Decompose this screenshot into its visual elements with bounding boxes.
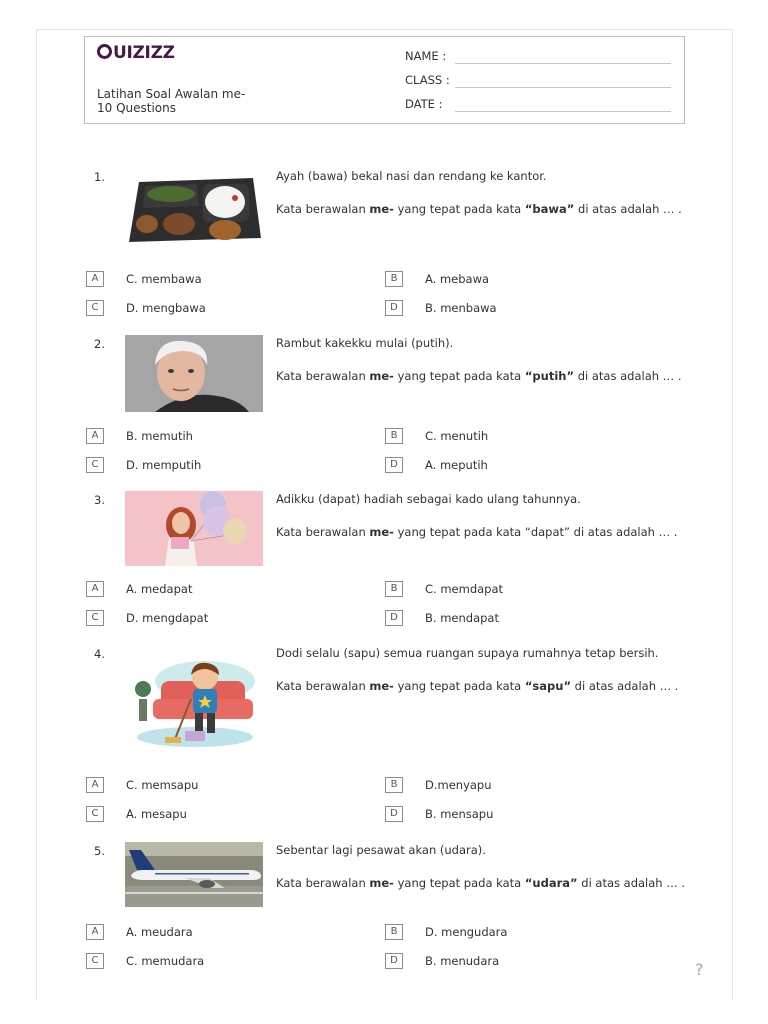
question-text bbox=[276, 335, 686, 401]
question-sentence: Rambut kakekku mulai (putih). bbox=[276, 336, 454, 350]
question-sentence: Adikku (dapat) hadiah sebagai kado ulang tahunnya. bbox=[276, 492, 581, 506]
option-text: C. membawa bbox=[126, 272, 202, 286]
question-text bbox=[276, 645, 686, 711]
option-letter-box: A bbox=[86, 777, 104, 793]
lunch-tray-image bbox=[125, 172, 263, 252]
question-text bbox=[276, 842, 686, 908]
class-label: CLASS : bbox=[405, 73, 450, 87]
question-prompt: Kata berawalan me- yang tepat pada kata “bawa” di atas adalah … . bbox=[276, 202, 682, 216]
option-text: C. memsapu bbox=[126, 778, 199, 792]
class-line[interactable] bbox=[455, 87, 671, 88]
option-text: C. memdapat bbox=[425, 582, 504, 596]
option-text: B. menbawa bbox=[425, 301, 497, 315]
question-prompt: Kata berawalan me- yang tepat pada kata “dapat” di atas adalah … . bbox=[276, 525, 678, 539]
airplane-image bbox=[125, 842, 263, 907]
option-text: D. mengbawa bbox=[126, 301, 206, 315]
option-text: C. menutih bbox=[425, 429, 489, 443]
question-count: 10 Questions bbox=[97, 101, 177, 115]
logo-q-mark bbox=[97, 44, 112, 59]
option-text: A. meputih bbox=[425, 458, 488, 472]
question-number: 1. bbox=[94, 170, 105, 184]
grandfather-image bbox=[125, 335, 263, 412]
option-text: B. mensapu bbox=[425, 807, 494, 821]
option-text: D. memputih bbox=[126, 458, 202, 472]
option-letter-box: C bbox=[86, 806, 104, 822]
option-text: B. memutih bbox=[126, 429, 193, 443]
option-text: D. mengudara bbox=[425, 925, 508, 939]
question-number: 2. bbox=[94, 337, 105, 351]
option-text: C. memudara bbox=[126, 954, 205, 968]
option-letter-box: D bbox=[385, 953, 403, 969]
option-letter-box: D bbox=[385, 300, 403, 316]
option-text: D.menyapu bbox=[425, 778, 492, 792]
option-text: D. mengdapat bbox=[126, 611, 209, 625]
option-letter-box: A bbox=[86, 924, 104, 940]
question-prompt: Kata berawalan me- yang tepat pada kata “putih” di atas adalah … . bbox=[276, 369, 682, 383]
option-letter-box: B bbox=[385, 428, 403, 444]
name-line[interactable] bbox=[455, 63, 671, 64]
quiz-title: Latihan Soal Awalan me- bbox=[97, 87, 246, 101]
question-sentence: Ayah (bawa) bekal nasi dan rendang ke kantor. bbox=[276, 169, 547, 183]
option-letter-box: B bbox=[385, 581, 403, 597]
question-text bbox=[276, 168, 686, 234]
question-number: 5. bbox=[94, 844, 105, 858]
option-letter-box: B bbox=[385, 777, 403, 793]
question-mark-icon[interactable]: ? bbox=[695, 960, 704, 979]
option-text: A. meudara bbox=[126, 925, 193, 939]
girl-with-balloons-image bbox=[125, 491, 263, 566]
question-prompt: Kata berawalan me- yang tepat pada kata “sapu” di atas adalah … . bbox=[276, 679, 679, 693]
worksheet-title bbox=[97, 87, 245, 115]
option-text: A. mebawa bbox=[425, 272, 490, 286]
option-letter-box: D bbox=[385, 457, 403, 473]
question-text bbox=[276, 491, 686, 557]
option-letter-box: C bbox=[86, 610, 104, 626]
option-letter-box: C bbox=[86, 953, 104, 969]
option-letter-box: A bbox=[86, 581, 104, 597]
option-letter-box: C bbox=[86, 457, 104, 473]
option-letter-box: B bbox=[385, 271, 403, 287]
question-sentence: Sebentar lagi pesawat akan (udara). bbox=[276, 843, 486, 857]
option-letter-box: B bbox=[385, 924, 403, 940]
name-label: NAME : bbox=[405, 49, 447, 63]
question-number: 4. bbox=[94, 647, 105, 661]
date-label: DATE : bbox=[405, 97, 443, 111]
option-text: A. medapat bbox=[126, 582, 193, 596]
option-text: B. menudara bbox=[425, 954, 500, 968]
quizizz-logo: UIZIZZ bbox=[97, 43, 175, 63]
option-letter-box: A bbox=[86, 271, 104, 287]
option-letter-box: D bbox=[385, 610, 403, 626]
worksheet-header bbox=[84, 36, 685, 124]
option-text: A. mesapu bbox=[126, 807, 187, 821]
option-letter-box: A bbox=[86, 428, 104, 444]
question-number: 3. bbox=[94, 493, 105, 507]
option-letter-box: D bbox=[385, 806, 403, 822]
question-sentence: Dodi selalu (sapu) semua ruangan supaya rumahnya tetap bersih. bbox=[276, 646, 659, 660]
option-letter-box: C bbox=[86, 300, 104, 316]
boy-sweeping-image bbox=[125, 659, 263, 749]
date-line[interactable] bbox=[455, 111, 671, 112]
question-prompt: Kata berawalan me- yang tepat pada kata “udara” di atas adalah … . bbox=[276, 876, 686, 890]
option-text: B. mendapat bbox=[425, 611, 499, 625]
